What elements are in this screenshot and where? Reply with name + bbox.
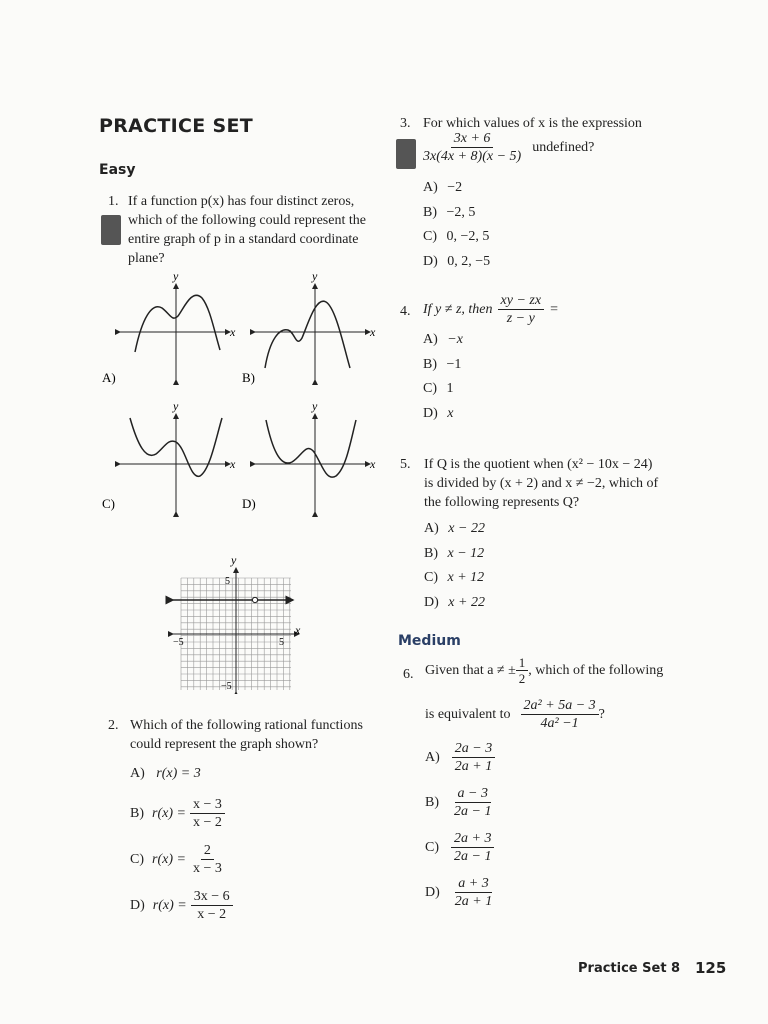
q4-choice-d[interactable]: D) x (423, 405, 454, 421)
q2-choice-c[interactable] (130, 842, 225, 877)
q4-number: 4. (400, 304, 411, 319)
fraction-denominator: 3x(4x + 8)(x − 5) (423, 149, 522, 164)
q2-number: 2. (108, 718, 119, 733)
fraction-numerator: 2a² + 5a − 3 (521, 697, 599, 715)
fraction-denominator: 2a + 1 (454, 759, 493, 774)
q1-line: which of the following could represent the (128, 213, 366, 228)
q1-line: entire graph of p in a standard coordinate (128, 232, 359, 247)
choice-fraction (190, 842, 225, 877)
q6-choice-a[interactable] (425, 740, 495, 775)
q6-number: 6. (403, 667, 414, 682)
graph-a-y-label: y (173, 269, 179, 283)
q1-number: 1. (108, 194, 119, 209)
open-circle (252, 597, 257, 602)
q2-line: Which of the following rational functions (130, 718, 363, 733)
q1-graphs (100, 268, 390, 518)
choice-label: B) (425, 794, 439, 810)
q3-number: 3. (400, 116, 411, 131)
q2-text (130, 716, 390, 754)
option-a-label: A) (102, 370, 116, 385)
tick-label-x5: 5 (279, 637, 284, 648)
q6-condition-suffix: , which of the following (528, 663, 664, 678)
fraction-denominator: 2 (518, 671, 526, 686)
option-b-label: B) (242, 370, 255, 385)
fraction-numerator: 1 (516, 655, 529, 671)
q5-text (424, 455, 684, 512)
fraction-numerator: 2a + 3 (451, 830, 494, 848)
choice-fraction (452, 740, 495, 775)
choice-label: C) (130, 851, 144, 867)
choice-text: r(x) = 3 (156, 766, 201, 781)
q1-line: plane? (128, 251, 165, 266)
fraction-denominator: x − 3 (192, 861, 222, 876)
graph-a (120, 284, 230, 380)
fraction-numerator: 2a − 3 (452, 740, 495, 758)
page-number: 125 (695, 959, 727, 977)
fraction-denominator: 2a − 1 (454, 849, 492, 864)
fraction-numerator: xy − zx (498, 292, 545, 310)
graph-c (120, 414, 230, 512)
graph-d (255, 414, 370, 512)
q6-condition-fraction (516, 655, 529, 686)
fraction-denominator: 2a + 1 (454, 894, 493, 909)
fraction-numerator: 2 (201, 842, 214, 860)
choice-fraction (190, 796, 225, 831)
choice-fraction (191, 888, 233, 923)
q2-choice-a[interactable] (130, 766, 201, 782)
graph-x-label: x (295, 623, 301, 637)
q5-number: 5. (400, 457, 411, 472)
calculator-icon (395, 138, 417, 170)
rational-function-graph (165, 552, 315, 694)
q4-prefix: If y ≠ z, then (423, 302, 493, 317)
footer-label: Practice Set 8 (578, 961, 681, 976)
graph-d-y-label: y (312, 399, 318, 413)
q2-choice-d[interactable] (130, 888, 233, 923)
graph-b-x-label: x (370, 325, 376, 339)
q3-suffix: undefined? (532, 140, 595, 155)
section-medium: Medium (398, 633, 461, 649)
q6-choice-d[interactable] (425, 875, 495, 910)
fraction-numerator: a − 3 (455, 785, 491, 803)
q5-choice-c[interactable]: C) x + 12 (424, 570, 485, 585)
fraction-denominator: x − 2 (192, 815, 222, 830)
fraction-denominator: z − y (506, 311, 535, 326)
fraction-denominator: x − 2 (197, 907, 227, 922)
graph-b (255, 284, 370, 380)
tick-label-xneg5: −5 (173, 637, 184, 648)
fraction-denominator: 4a² −1 (540, 716, 579, 731)
fraction-numerator: 3x − 6 (191, 888, 233, 906)
choice-lhs: r(x) = (152, 805, 186, 821)
choice-lhs: r(x) = (152, 897, 187, 913)
q3-choice-b[interactable]: B) −2, 5 (423, 204, 476, 220)
q4-choices (423, 328, 463, 426)
q3-choice-c[interactable]: C) 0, −2, 5 (423, 229, 490, 244)
calculator-icon (100, 214, 122, 246)
fraction-numerator: x − 3 (190, 796, 225, 814)
graph-d-x-label: x (370, 457, 376, 471)
choice-label: A) (130, 766, 145, 781)
fraction-numerator: a + 3 (455, 875, 491, 893)
q5-choice-b[interactable]: B) x − 12 (424, 545, 485, 561)
q4-choice-a[interactable]: A) −x (423, 332, 463, 347)
choice-label: D) (130, 897, 145, 913)
q4-fraction (498, 292, 545, 327)
choice-label: A) (425, 749, 440, 765)
q3-choice-a[interactable]: A) −2 (423, 180, 463, 195)
option-d-label: D) (242, 496, 256, 511)
page-title: PRACTICE SET (99, 115, 253, 137)
graph-a-x-label: x (230, 325, 236, 339)
q3-choice-d[interactable]: D) 0, 2, −5 (423, 253, 491, 269)
q5-choices (424, 517, 485, 615)
q4-stem (423, 292, 558, 327)
choice-fraction (452, 875, 495, 910)
q6-expr-suffix: ? (598, 707, 605, 722)
q3-choices (423, 176, 490, 274)
q5-choice-a[interactable]: A) x − 22 (424, 521, 485, 536)
section-easy: Easy (99, 162, 136, 178)
q6-fraction (521, 697, 599, 732)
tick-label-yneg5: −5 (221, 681, 232, 692)
q1-text (128, 192, 378, 268)
choice-label: C) (425, 839, 439, 855)
q4-choice-c[interactable]: C) 1 (423, 381, 454, 396)
q3-line1: For which values of x is the expression (423, 116, 642, 131)
q5-line: the following represents Q? (424, 495, 580, 510)
fraction-denominator: 2a − 1 (454, 804, 492, 819)
q2-line: could represent the graph shown? (130, 737, 319, 752)
q1-line: If a function p(x) has four distinct zeros, (128, 194, 355, 209)
q6-choice-b[interactable] (425, 785, 494, 820)
q5-choice-d[interactable]: D) x + 22 (424, 594, 485, 610)
graph-c-x-label: x (230, 457, 236, 471)
q3-fraction (420, 130, 524, 165)
choice-label: D) (425, 884, 440, 900)
q6-prefix: Given that a ≠ ± (425, 663, 516, 678)
fraction-numerator: 3x + 6 (451, 130, 494, 148)
q5-line: If Q is the quotient when (x² − 10x − 24) (424, 457, 653, 472)
graph-y-label: y (231, 553, 237, 567)
choice-lhs: r(x) = (152, 851, 186, 867)
graph-c-y-label: y (173, 399, 179, 413)
choice-fraction (451, 785, 494, 820)
q6-choice-c[interactable] (425, 830, 494, 865)
q5-line: is divided by (x + 2) and x ≠ −2, which of (424, 476, 659, 491)
choice-label: B) (130, 805, 144, 821)
q2-choice-b[interactable] (130, 796, 225, 831)
q4-choice-b[interactable]: B) −1 (423, 356, 462, 372)
option-c-label: C) (102, 496, 115, 511)
q3-expression (420, 130, 594, 165)
q6-expression (425, 697, 605, 732)
choice-fraction (451, 830, 494, 865)
tick-label-y5: 5 (225, 576, 230, 587)
q6-equiv-prefix: is equivalent to (425, 707, 511, 722)
q6-stem (425, 655, 663, 686)
q4-suffix: = (550, 302, 558, 317)
graph-b-y-label: y (312, 269, 318, 283)
